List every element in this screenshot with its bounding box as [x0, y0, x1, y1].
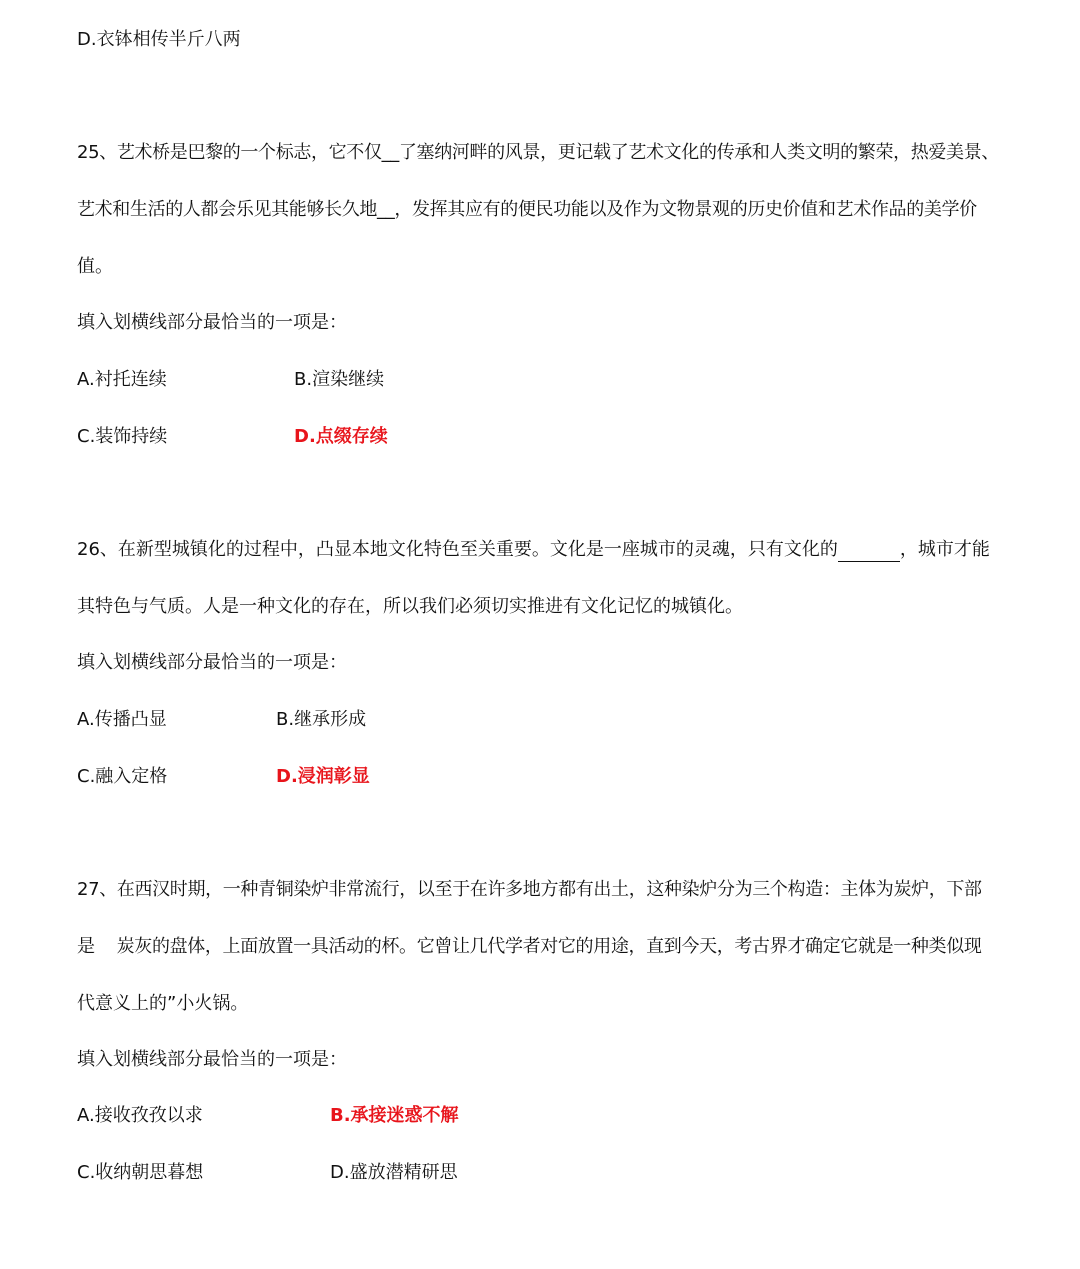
q25-option-d-answer: D.点缀存续: [294, 426, 388, 447]
q25-option-b: B.渲染继续: [294, 369, 385, 390]
q26-blank: [838, 543, 900, 562]
q27-text-line-2: [77, 935, 982, 959]
q27-option-b-answer: B.承接迷惑不解: [330, 1105, 459, 1126]
q26-prompt: 填入划横线部分最恰当的一项是：: [77, 652, 347, 673]
q27-text-line-1: 27、在西汉时期，一种青铜染炉非常流行，以至于在许多地方都有出土，这种染炉分为三个构造：主体为炭炉，下部: [77, 879, 982, 900]
q27-prompt: 填入划横线部分最恰当的一项是：: [77, 1049, 347, 1070]
q27-option-a: A.接收孜孜以求: [77, 1105, 203, 1126]
q25-text-line-1: 25、艺术桥是巴黎的一个标志，它不仅__了塞纳河畔的风景，更记载了艺术文化的传承和人类文明的繁荣，热爱美景、: [77, 142, 999, 163]
q27-option-c: C.收纳朝思暮想: [77, 1162, 204, 1183]
q25-text-line-2: 艺术和生活的人都会乐见其能够长久地__，发挥其应有的便民功能以及作为文物景观的历史价值和艺术作品的美学价: [77, 199, 977, 220]
q27-line-2-before: 是: [77, 936, 95, 957]
q26-text-line-1: [77, 538, 990, 562]
q26-option-c: C.融入定格: [77, 766, 168, 787]
q26-text-line-2: 其特色与气质。人是一种文化的存在，所以我们必须切实推进有文化记忆的城镇化。: [77, 596, 743, 617]
q27-line-2-after: 炭灰的盘体，上面放置一具活动的杯。它曾让几代学者对它的用途，直到今天，考古界才确定它就是一种类似现: [116, 936, 982, 957]
q25-text-line-3: 值。: [77, 256, 113, 277]
q25-option-a: A.衬托连续: [77, 369, 167, 390]
q26-line-1-after: ，城市才能: [899, 539, 990, 560]
q26-option-d-answer: D.浸润彰显: [276, 766, 370, 787]
q27-option-d: D.盛放潜精研思: [330, 1162, 458, 1183]
q25-prompt: 填入划横线部分最恰当的一项是：: [77, 312, 347, 333]
q26-option-b: B.继承形成: [276, 709, 367, 730]
q26-option-a: A.传播凸显: [77, 709, 167, 730]
q27-text-line-3: 代意义上的”小火锅。: [77, 993, 249, 1014]
prev-option-d: D.衣钵相传半斤八两: [77, 29, 241, 50]
q25-option-c: C.装饰持续: [77, 426, 168, 447]
q26-line-1-before: 26、在新型城镇化的过程中，凸显本地文化特色至关重要。文化是一座城市的灵魂，只有文化的: [77, 539, 838, 560]
